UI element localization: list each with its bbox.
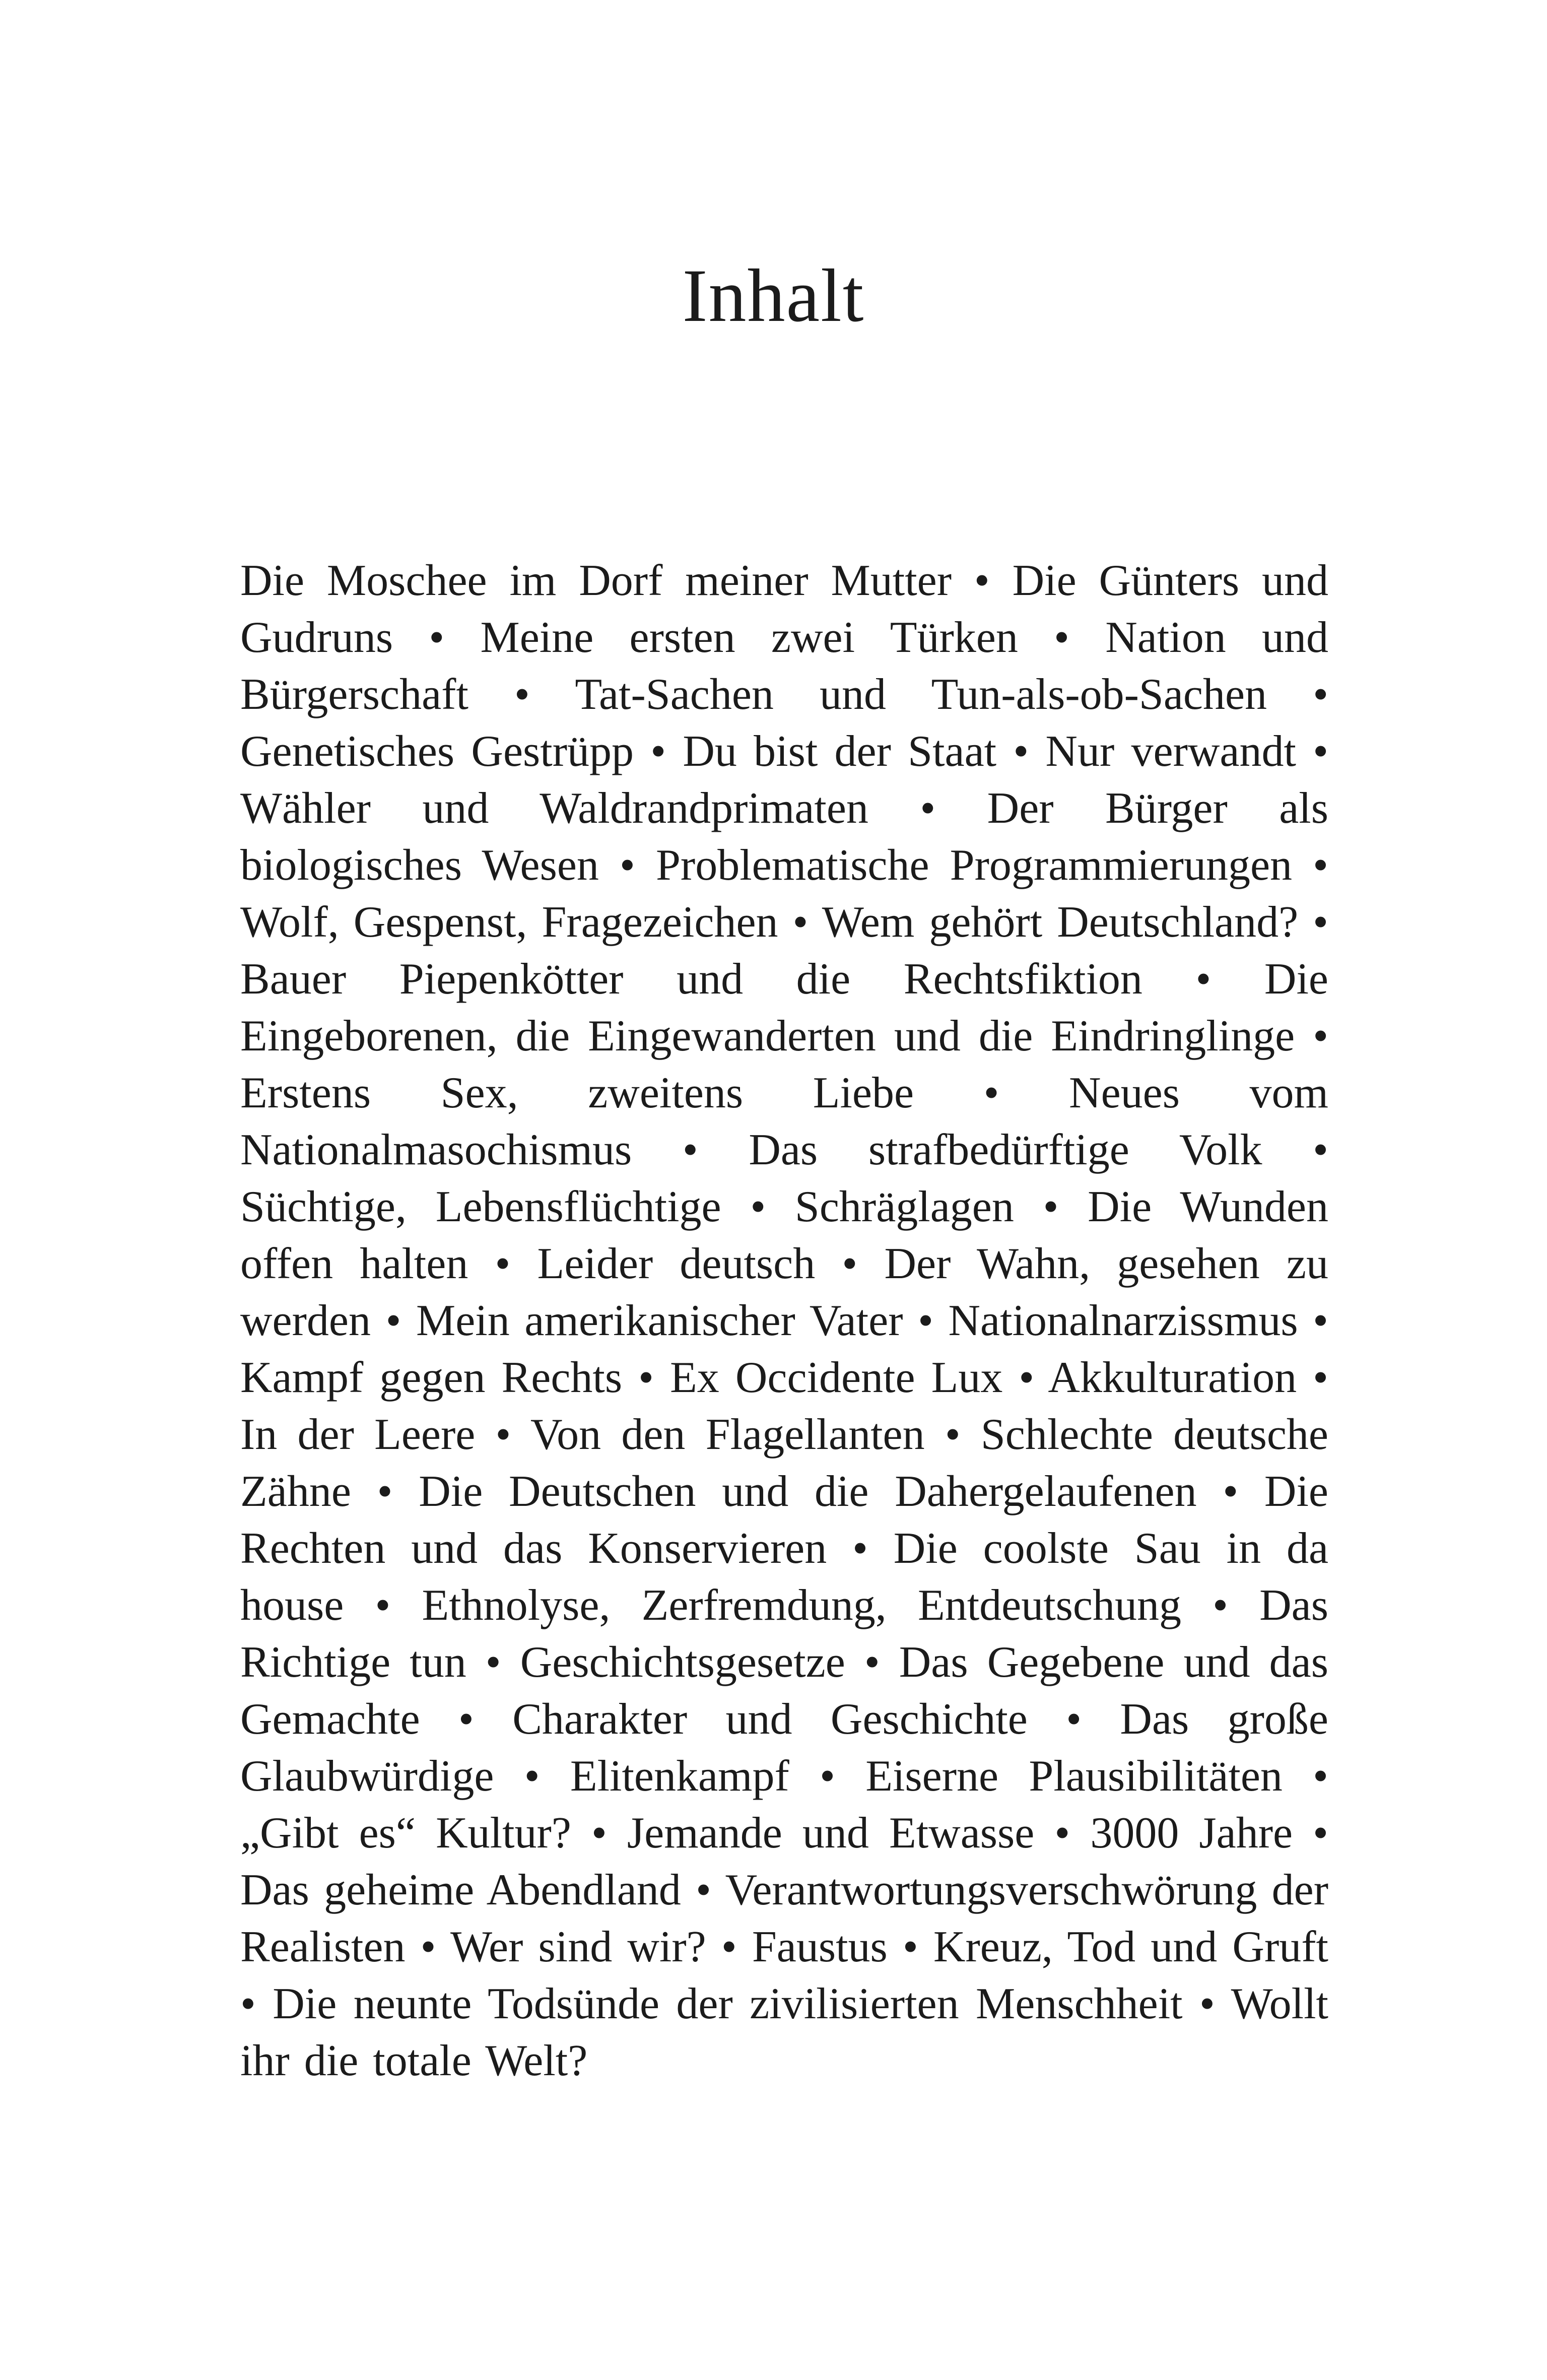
page-title: Inhalt (682, 254, 865, 338)
toc-paragraph: Die Moschee im Dorf meiner Mutter • Die Günters und Gudruns • Meine ersten zwei Türken • Nation und Bürgerschaft • Tat-Sachen und Tun-als-ob-Sachen • Genetisches Gestrüpp • Du bist der Staat • Nur verwandt • Wähler und Waldrandprimaten • Der Bürger als biologisches Wesen • Problematische Programmierungen • Wolf, Gespenst, Fragezeichen • Wem gehört Deutschland? • Bauer Piepenkötter und die Rechtsfiktion • Die Eingeborenen, die Eingewanderten und die Eindringlinge • Erstens Sex, zweitens Liebe • Neues vom Nationalmasochismus • Das strafbedürftige Volk • Süchtige, Lebensflüchtige • Schräglagen • Die Wunden offen halten • Leider deutsch • Der Wahn, gesehen zu werden • Mein amerikanischer Vater • Nationalnarzissmus • Kampf gegen Rechts • Ex Occidente Lux • Akkulturation • In der Leere • Von den Flagellanten • Schlechte deutsche Zähne • Die Deutschen und die Dahergelaufenen • Die Rechten und das Konservieren • Die coolste Sau in da house • Ethnolyse, Zerfremdung, Entdeutschung • Das Richtige tun • Geschichtsgesetze • Das Gegebene und das Gemachte • Charakter und Geschichte • Das große Glaubwürdige • Elitenkampf • Eiserne Plausibilitäten • „Gibt es“ Kultur? • Jemande und Etwasse • 3000 Jahre • Das geheime Abendland • Verantwortungsverschwörung der Realisten • Wer sind wir? • Faustus • Kreuz, Tod und Gruft • Die neunte Todsünde der zivilisierten Menschheit • Wollt ihr die totale Welt? (240, 556, 1328, 2085)
